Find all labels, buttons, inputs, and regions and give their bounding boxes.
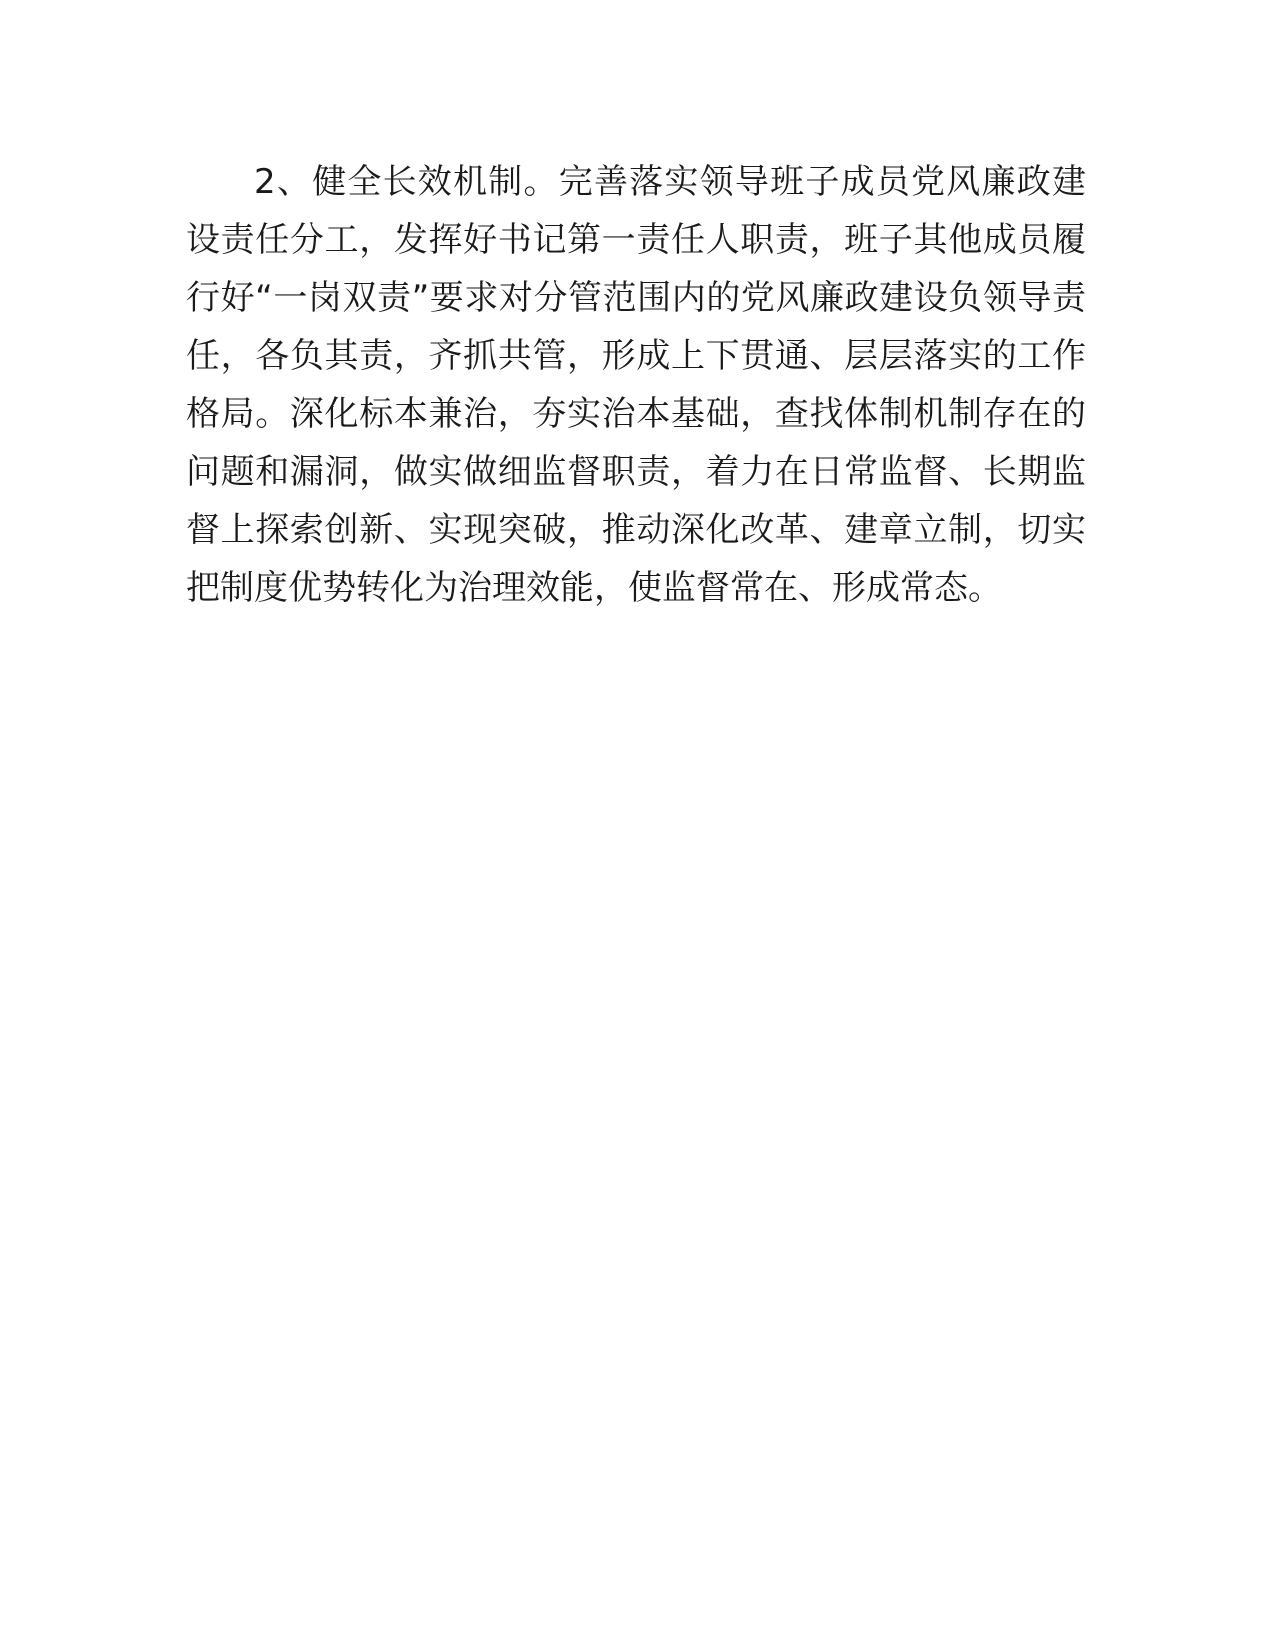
body-paragraph: 2、健全长效机制。完善落实领导班子成员党风廉政建设责任分工，发挥好书记第一责任人职责，班子其他成员履行好“一岗双责”要求对分管范围内的党风廉政建设负领导责任，各负其责，齐抓共管，形成上下贯通、层层落实的工作格局。深化标本兼治，夯实治本基础，查找体制机制存在的问题和漏洞，做实做细监督职责，着力在日常监督、长期监督上探索创新、实现突破，推动深化改革、建章立制，切实把制度优势转化为治理效能，使监督常在、形成常态。 bbox=[186, 162, 1086, 608]
